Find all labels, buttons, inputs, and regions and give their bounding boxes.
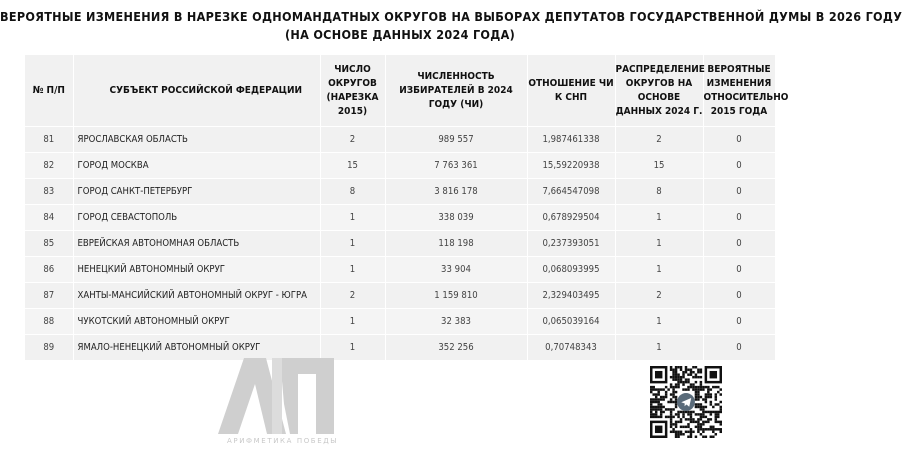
cell-row-number: 86 — [25, 257, 73, 283]
table-row — [25, 335, 775, 361]
title-line-2: (НА ОСНОВЕ ДАННЫХ 2024 ГОДА) — [284, 27, 516, 42]
table-body — [25, 127, 775, 361]
cell-row-number: 88 — [25, 309, 73, 335]
table-row — [25, 283, 775, 309]
header-districts-2015: ЧИСЛО ОКРУГОВ (НАРЕЗКА 2015) — [320, 55, 385, 127]
cell-distribution-2024: 1 — [615, 309, 703, 335]
cell-change: 0 — [703, 309, 775, 335]
cell-districts-2015: 1 — [320, 309, 385, 335]
cell-row-number: 87 — [25, 283, 73, 309]
cell-distribution-2024: 1 — [615, 257, 703, 283]
cell-change: 0 — [703, 231, 775, 257]
cell-subject-name: ГОРОД МОСКВА — [73, 153, 320, 179]
header-changes: ВЕРОЯТНЫЕ ИЗМЕНЕНИЯ ОТНОСИТЕЛЬНО 2015 ГОДА — [703, 55, 775, 127]
cell-distribution-2024: 8 — [615, 179, 703, 205]
cell-row-number: 89 — [25, 335, 73, 361]
page-title — [0, 8, 902, 44]
cell-voters-2024: 352 256 — [385, 335, 527, 361]
cell-change: 0 — [703, 153, 775, 179]
cell-districts-2015: 1 — [320, 335, 385, 361]
header-subject: СУБЪЕКТ РОССИЙСКОЙ ФЕДЕРАЦИИ — [73, 55, 320, 127]
cell-row-number: 84 — [25, 205, 73, 231]
cell-subject-name: НЕНЕЦКИЙ АВТОНОМНЫЙ ОКРУГ — [73, 257, 320, 283]
cell-voters-2024: 32 383 — [385, 309, 527, 335]
qr-code-icon[interactable] — [650, 366, 722, 438]
logo-shade — [272, 358, 282, 434]
cell-change: 0 — [703, 283, 775, 309]
cell-subject-name: ЯРОСЛАВСКАЯ ОБЛАСТЬ — [73, 127, 320, 153]
table-row — [25, 257, 775, 283]
cell-ratio: 0,065039164 — [527, 309, 615, 335]
table-row — [25, 179, 775, 205]
header-ratio: ОТНОШЕНИЕ ЧИ К СНП — [527, 55, 615, 127]
header-voters-2024: ЧИСЛЕННОСТЬ ИЗБИРАТЕЛЕЙ В 2024 ГОДУ (ЧИ) — [385, 55, 527, 127]
logo-caption: АРИФМЕТИКА ПОБЕДЫ — [227, 437, 339, 445]
header-distribution-2024: РАСПРЕДЕЛЕНИЕ ОКРУГОВ НА ОСНОВЕ ДАННЫХ 2024 Г. — [615, 55, 703, 127]
table-row — [25, 309, 775, 335]
cell-voters-2024: 1 159 810 — [385, 283, 527, 309]
districts-table-wrap — [25, 55, 789, 361]
cell-row-number: 82 — [25, 153, 73, 179]
cell-voters-2024: 7 763 361 — [385, 153, 527, 179]
table-row — [25, 231, 775, 257]
cell-distribution-2024: 1 — [615, 205, 703, 231]
cell-ratio: 0,068093995 — [527, 257, 615, 283]
cell-row-number: 85 — [25, 231, 73, 257]
cell-ratio: 2,329403495 — [527, 283, 615, 309]
cell-change: 0 — [703, 127, 775, 153]
cell-districts-2015: 1 — [320, 257, 385, 283]
cell-change: 0 — [703, 335, 775, 361]
cell-ratio: 0,678929504 — [527, 205, 615, 231]
cell-ratio: 7,664547098 — [527, 179, 615, 205]
table-row — [25, 153, 775, 179]
cell-distribution-2024: 2 — [615, 127, 703, 153]
cell-districts-2015: 15 — [320, 153, 385, 179]
ap-logo — [214, 352, 339, 447]
cell-subject-name: ГОРОД СЕВАСТОПОЛЬ — [73, 205, 320, 231]
cell-ratio: 0,237393051 — [527, 231, 615, 257]
cell-voters-2024: 3 816 178 — [385, 179, 527, 205]
cell-districts-2015: 2 — [320, 283, 385, 309]
cell-change: 0 — [703, 257, 775, 283]
header-number: № П/П — [25, 55, 73, 127]
cell-subject-name: ЯМАЛО-НЕНЕЦКИЙ АВТОНОМНЫЙ ОКРУГ — [73, 335, 320, 361]
title-line-1: ВЕРОЯТНЫЕ ИЗМЕНЕНИЯ В НАРЕЗКЕ ОДНОМАНДАТНЫХ ОКРУГОВ НА ВЫБОРАХ ДЕПУТАТОВ ГОСУДАРСТВЕННОЙ ДУМЫ В 2026 ГОДУ — [0, 9, 902, 24]
cell-distribution-2024: 15 — [615, 153, 703, 179]
table-row — [25, 127, 775, 153]
cell-subject-name: ЧУКОТСКИЙ АВТОНОМНЫЙ ОКРУГ — [73, 309, 320, 335]
cell-voters-2024: 338 039 — [385, 205, 527, 231]
cell-ratio: 15,59220938 — [527, 153, 615, 179]
cell-districts-2015: 2 — [320, 127, 385, 153]
cell-distribution-2024: 1 — [615, 335, 703, 361]
cell-distribution-2024: 1 — [615, 231, 703, 257]
cell-voters-2024: 118 198 — [385, 231, 527, 257]
cell-row-number: 83 — [25, 179, 73, 205]
cell-districts-2015: 1 — [320, 231, 385, 257]
cell-districts-2015: 8 — [320, 179, 385, 205]
cell-row-number: 81 — [25, 127, 73, 153]
table-header-row — [25, 55, 775, 127]
cell-distribution-2024: 2 — [615, 283, 703, 309]
table-row — [25, 205, 775, 231]
cell-change: 0 — [703, 205, 775, 231]
logo-letter-p — [280, 358, 334, 434]
cell-ratio: 0,70748343 — [527, 335, 615, 361]
cell-voters-2024: 989 557 — [385, 127, 527, 153]
cell-ratio: 1,987461338 — [527, 127, 615, 153]
cell-subject-name: ЕВРЕЙСКАЯ АВТОНОМНАЯ ОБЛАСТЬ — [73, 231, 320, 257]
cell-districts-2015: 1 — [320, 205, 385, 231]
cell-voters-2024: 33 904 — [385, 257, 527, 283]
cell-subject-name: ХАНТЫ-МАНСИЙСКИЙ АВТОНОМНЫЙ ОКРУГ - ЮГРА — [73, 283, 320, 309]
cell-change: 0 — [703, 179, 775, 205]
districts-table — [25, 55, 789, 361]
cell-subject-name: ГОРОД САНКТ-ПЕТЕРБУРГ — [73, 179, 320, 205]
